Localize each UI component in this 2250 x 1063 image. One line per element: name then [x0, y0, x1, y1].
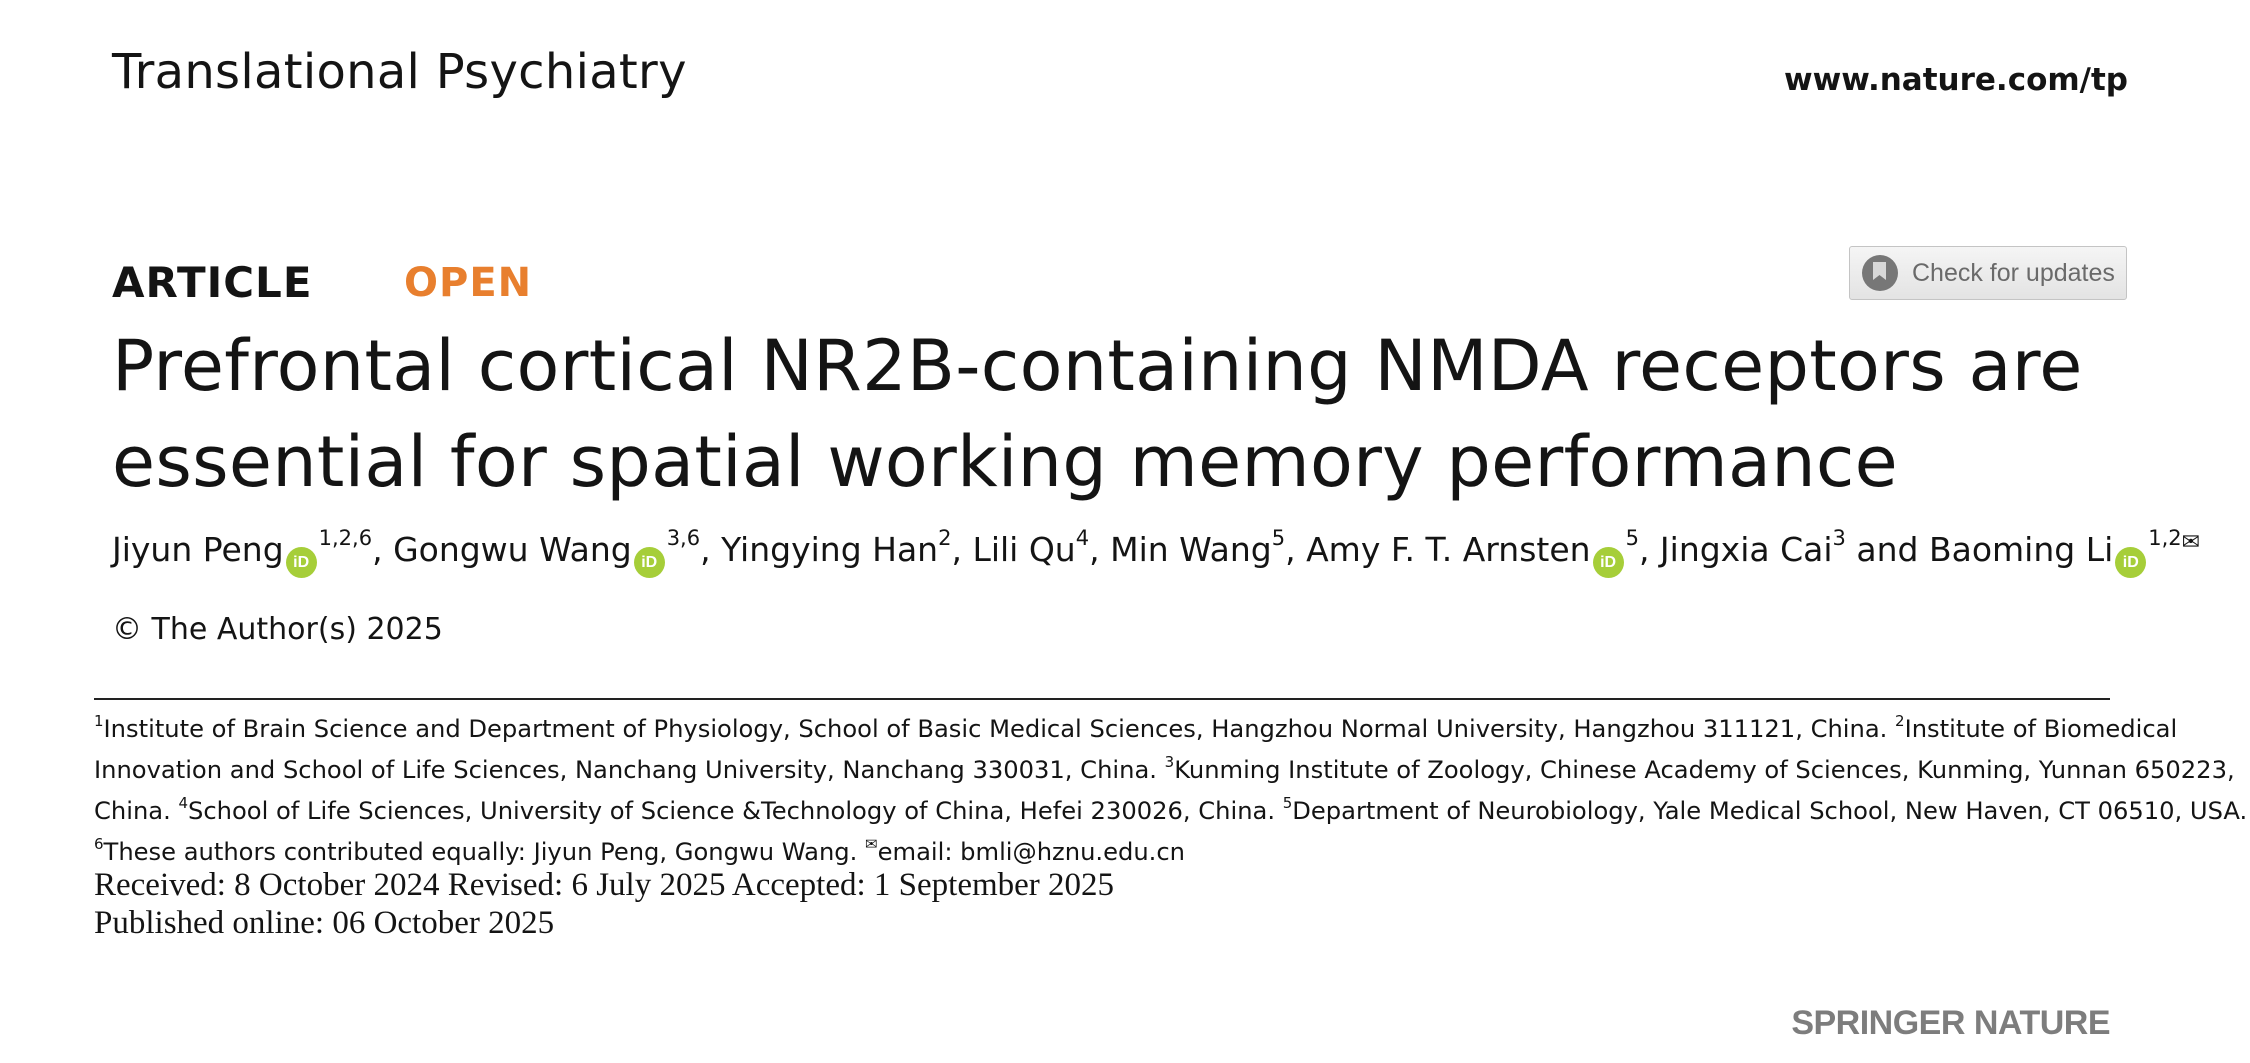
- affiliation-text: Department of Neurobiology, Yale Medical School, New Haven, CT 06510, USA.: [1292, 797, 2248, 826]
- author-separator: ,: [372, 530, 394, 569]
- author-name[interactable]: Min Wang: [1110, 530, 1272, 569]
- orcid-icon[interactable]: iD: [286, 547, 317, 578]
- affiliation-text: email: bmli@hznu.edu.cn: [877, 838, 1185, 867]
- article-title: [112, 318, 2083, 510]
- author-name[interactable]: Lili Qu: [972, 530, 1076, 569]
- affiliation-text: Innovation and School of Life Sciences, Nanchang University, Nanchang 330031, China.: [94, 756, 1165, 785]
- affiliation-text: Institute of Biomedical: [1904, 715, 2178, 744]
- article-type-label: ARTICLE: [112, 258, 313, 307]
- author-separator: ,: [1285, 530, 1307, 569]
- author-separator: and: [1845, 530, 1929, 569]
- affiliations-block: [94, 706, 2248, 870]
- affiliation-marker: 1: [94, 712, 104, 730]
- author-separator: ,: [1638, 530, 1660, 569]
- affiliation-line: [94, 747, 2235, 788]
- check-for-updates-button[interactable]: [1849, 246, 2127, 300]
- author-affiliation-marker: 3,6: [666, 526, 701, 550]
- article-dates: [94, 866, 1114, 942]
- affiliation-marker: ✉: [865, 835, 878, 854]
- author-separator: ,: [1089, 530, 1111, 569]
- affiliation-line: [94, 706, 2178, 747]
- author-name[interactable]: Gongwu Wang: [393, 530, 632, 569]
- author-name[interactable]: Yingying Han: [721, 530, 939, 569]
- affiliation-line: [94, 829, 2110, 870]
- orcid-icon[interactable]: iD: [2115, 547, 2146, 578]
- publisher-logo: SPRINGER NATURE: [1791, 1004, 2110, 1042]
- journal-name: Translational Psychiatry: [112, 44, 687, 100]
- bookmark-icon: [1862, 255, 1898, 291]
- affiliation-text: School of Life Sciences, University of Science &Technology of China, Hefei 230026, China.: [188, 797, 1283, 826]
- divider: [94, 698, 2110, 700]
- journal-website-link[interactable]: www.nature.com/tp: [1784, 62, 2128, 98]
- open-access-label: OPEN: [404, 260, 533, 306]
- affiliation-marker: 2: [1895, 712, 1905, 730]
- affiliation-text: These authors contributed equally: Jiyun Peng, Gongwu Wang.: [103, 838, 866, 867]
- author-affiliation-marker: 2: [938, 526, 952, 550]
- author-affiliation-marker: 3: [1832, 526, 1846, 550]
- affiliation-line: [94, 788, 2248, 829]
- author-name[interactable]: Jiyun Peng: [112, 530, 284, 569]
- title-line: essential for spatial working memory performance: [112, 421, 1899, 503]
- author-affiliation-marker: 4: [1075, 526, 1090, 550]
- title-line: Prefrontal cortical NR2B-containing NMDA receptors are: [112, 325, 2083, 407]
- author-separator: ,: [700, 530, 722, 569]
- copyright-notice: © The Author(s) 2025: [112, 612, 443, 647]
- check-for-updates-label: Check for updates: [1912, 258, 2115, 287]
- affiliation-marker: 5: [1282, 794, 1293, 813]
- date-published-online: Published online: 06 October 2025: [94, 905, 555, 941]
- author-affiliation-marker: 1,2,6: [318, 526, 373, 550]
- affiliation-marker: 6: [94, 835, 104, 854]
- author-name[interactable]: Jingxia Cai: [1659, 530, 1833, 569]
- affiliation-marker: 4: [178, 794, 189, 813]
- orcid-icon[interactable]: iD: [1593, 547, 1624, 578]
- affiliation-text: Institute of Brain Science and Department of Physiology, School of Basic Medical Sciences, Hangzhou Normal University, Hangzhou 311121, China.: [103, 715, 1896, 744]
- author-affiliation-marker: 1,2: [2148, 526, 2182, 550]
- orcid-icon[interactable]: iD: [634, 547, 665, 578]
- author-affiliation-marker: 5: [1271, 526, 1286, 550]
- affiliation-marker: 3: [1164, 753, 1175, 772]
- envelope-icon[interactable]: ✉: [2181, 530, 2201, 555]
- author-name[interactable]: Amy F. T. Arnsten: [1306, 530, 1591, 569]
- author-list: [112, 526, 2201, 578]
- affiliation-text: China.: [94, 797, 179, 826]
- affiliation-text: Kunming Institute of Zoology, Chinese Academy of Sciences, Kunming, Yunnan 650223,: [1174, 756, 2235, 785]
- author-separator: ,: [951, 530, 973, 569]
- dates-received-revised-accepted: Received: 8 October 2024 Revised: 6 July 2025 Accepted: 1 September 2025: [94, 867, 1115, 903]
- author-affiliation-marker: 5: [1625, 526, 1639, 550]
- author-name[interactable]: Baoming Li: [1928, 530, 2114, 569]
